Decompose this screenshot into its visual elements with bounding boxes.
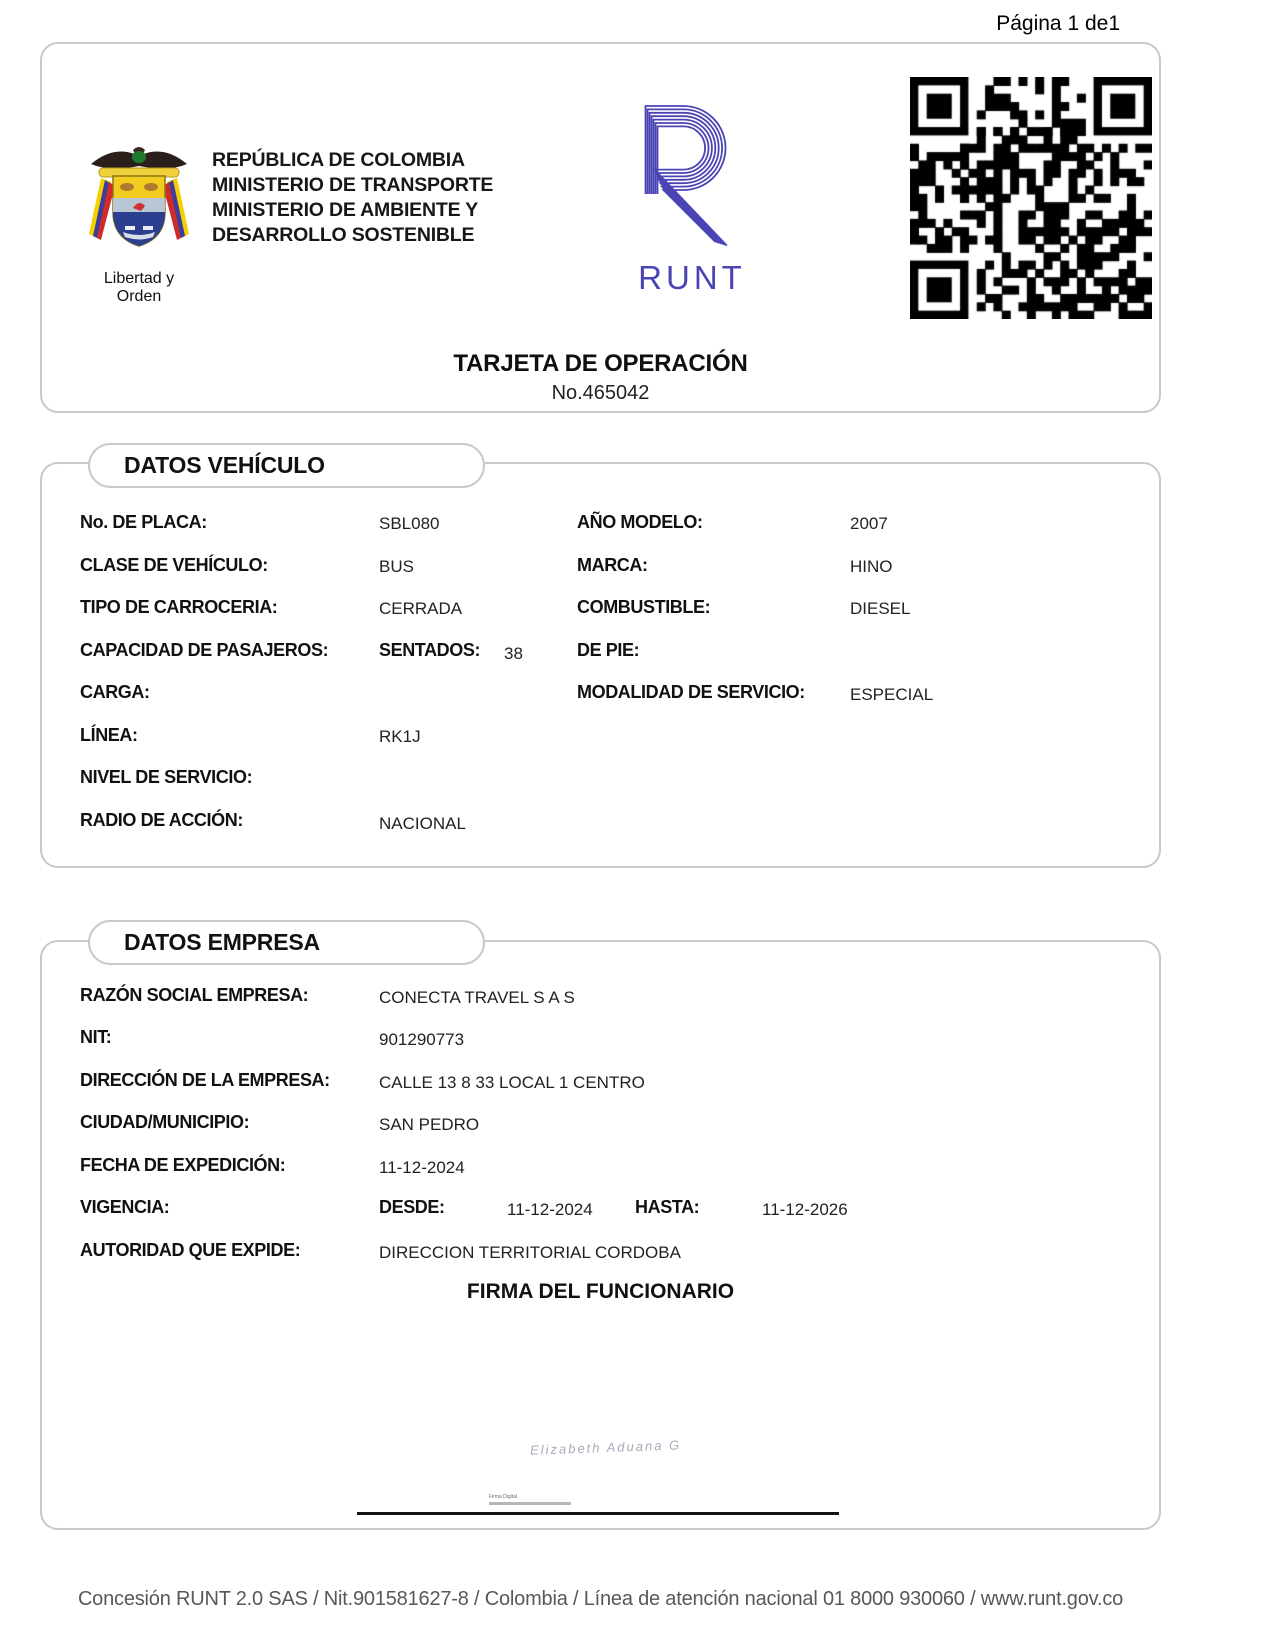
de-pie-label: DE PIE:: [577, 640, 640, 660]
colombia-coat-of-arms: [87, 142, 191, 270]
modalidad-servicio-label: MODALIDAD DE SERVICIO:: [577, 682, 805, 702]
sentados-label: SENTADOS:: [379, 640, 481, 660]
clase-vehiculo-value: BUS: [379, 557, 414, 576]
fecha-expedicion-value: 11-12-2024: [379, 1158, 465, 1177]
autoridad-expide-value: DIRECCION TERRITORIAL CORDOBA: [379, 1243, 681, 1262]
ministry-text-block: [212, 148, 493, 248]
combustible-label: COMBUSTIBLE:: [577, 597, 711, 617]
tipo-carroceria-label: TIPO DE CARROCERIA:: [80, 597, 278, 617]
company-section-tab: [88, 920, 485, 965]
digital-signature-stamp: Firma Digital: [489, 1494, 518, 1500]
company-section-box: [40, 940, 1161, 1530]
company-section-title: DATOS EMPRESA: [124, 929, 320, 955]
qr-code: [910, 77, 1152, 319]
radio-accion-value: NACIONAL: [379, 814, 466, 833]
ministry-line-3: MINISTERIO DE AMBIENTE Y: [212, 199, 479, 221]
vigencia-desde-label: DESDE:: [379, 1197, 445, 1217]
placa-value: SBL080: [379, 514, 440, 533]
autoridad-expide-label: AUTORIDAD QUE EXPIDE:: [80, 1240, 301, 1260]
vigencia-desde-value: 11-12-2024: [507, 1200, 593, 1219]
vigencia-hasta-value: 11-12-2026: [762, 1200, 848, 1219]
page-number-label: Página 1 de1: [996, 12, 1120, 35]
runt-wordmark: RUNT: [638, 259, 746, 296]
ciudad-municipio-label: CIUDAD/MUNICIPIO:: [80, 1112, 250, 1132]
document-number: No.465042: [551, 382, 650, 404]
vehicle-section-box: [40, 462, 1161, 868]
razon-social-label: RAZÓN SOCIAL EMPRESA:: [80, 985, 309, 1005]
nit-value: 901290773: [379, 1030, 465, 1049]
signature-line: [357, 1512, 839, 1515]
vehicle-section-tab: [88, 443, 485, 488]
sentados-value: 38: [504, 644, 523, 663]
capacidad-pasajeros-label: CAPACIDAD DE PASAJEROS:: [80, 640, 329, 660]
anio-modelo-value: 2007: [850, 514, 888, 533]
linea-value: RK1J: [379, 727, 421, 746]
radio-accion-label: RADIO DE ACCIÓN:: [80, 810, 243, 830]
ministry-line-2: MINISTERIO DE TRANSPORTE: [212, 174, 494, 196]
runt-logo: [627, 94, 757, 297]
fecha-expedicion-label: FECHA DE EXPEDICIÓN:: [80, 1155, 286, 1175]
vigencia-label: VIGENCIA:: [80, 1197, 170, 1217]
vigencia-hasta-label: HASTA:: [635, 1197, 700, 1217]
carga-label: CARGA:: [80, 682, 150, 702]
combustible-value: DIESEL: [850, 599, 911, 618]
ministry-line-4: DESARROLLO SOSTENIBLE: [212, 224, 475, 246]
footer-text: Concesión RUNT 2.0 SAS / Nit.901581627-8 / Colombia / Línea de atención nacional 01 8000 930060 / www.runt.gov.co: [77, 1588, 1124, 1610]
linea-label: LÍNEA:: [80, 725, 138, 745]
clase-vehiculo-label: CLASE DE VEHÍCULO:: [80, 555, 268, 575]
anio-modelo-label: AÑO MODELO:: [577, 512, 703, 532]
tipo-carroceria-value: CERRADA: [379, 599, 463, 618]
marca-value: HINO: [850, 557, 893, 576]
marca-label: MARCA:: [577, 555, 648, 575]
official-signature: Elizabeth Aduana G: [529, 1437, 682, 1458]
direccion-empresa-value: CALLE 13 8 33 LOCAL 1 CENTRO: [379, 1073, 645, 1092]
nivel-servicio-label: NIVEL DE SERVICIO:: [80, 767, 253, 787]
header-box: [40, 42, 1161, 413]
vehicle-section-title: DATOS VEHÍCULO: [124, 452, 325, 478]
coat-of-arms-caption: Libertad y Orden: [103, 270, 175, 305]
document-title: TARJETA DE OPERACIÓN: [453, 350, 748, 377]
nit-label: NIT:: [80, 1027, 112, 1047]
digital-signature-stamp-date: [489, 1502, 571, 1505]
direccion-empresa-label: DIRECCIÓN DE LA EMPRESA:: [80, 1070, 330, 1090]
razon-social-value: CONECTA TRAVEL S A S: [379, 988, 575, 1007]
ministry-line-1: REPÚBLICA DE COLOMBIA: [212, 149, 465, 171]
firma-funcionario-heading: FIRMA DEL FUNCIONARIO: [466, 1280, 735, 1303]
ciudad-municipio-value: SAN PEDRO: [379, 1115, 480, 1134]
runt-logo-mark: [627, 94, 747, 252]
modalidad-servicio-value: ESPECIAL: [850, 685, 934, 704]
placa-label: No. DE PLACA:: [80, 512, 207, 532]
